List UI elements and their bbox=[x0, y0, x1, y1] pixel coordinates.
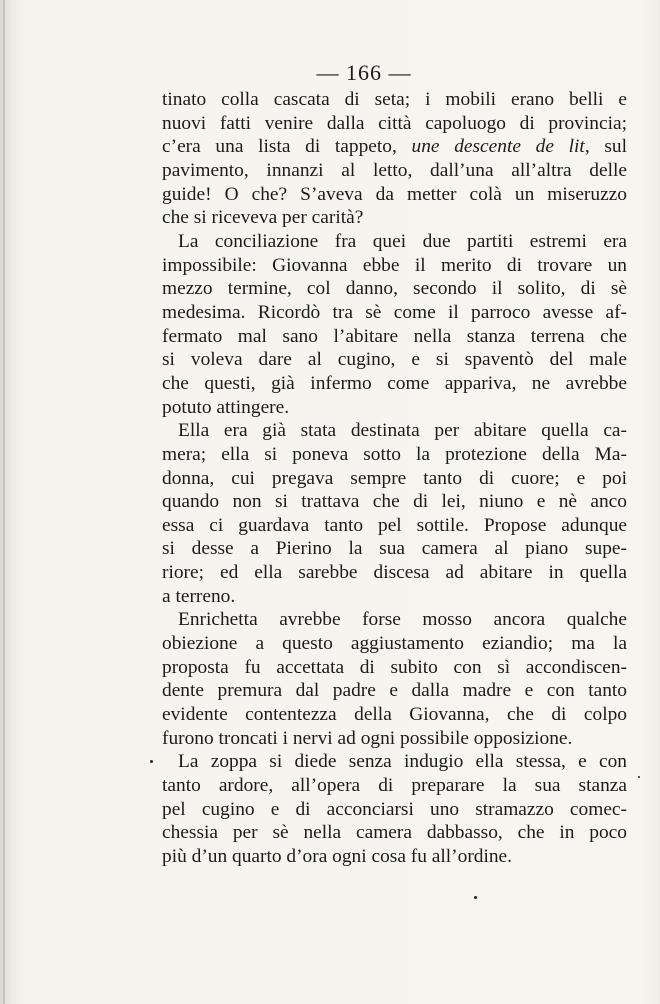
text-line: che si riceveva per carità? bbox=[162, 207, 364, 229]
paragraph bbox=[162, 88, 627, 230]
text-line: potuto attingere. bbox=[162, 396, 290, 418]
text-line: chessia per sè nella camera dabbasso, che in poco bbox=[162, 822, 627, 844]
text-line: evidente contentezza della Giovanna, che di colpo bbox=[162, 704, 627, 726]
text-line: La zoppa si diede senza indugio ella stessa, e con bbox=[178, 751, 627, 773]
italic-phrase: une descente de lit bbox=[411, 136, 585, 158]
text-line: guide! O che? S’aveva da metter colà un miseruzzo bbox=[162, 183, 627, 205]
text-line: obiezione a questo aggiustamento eziandio; ma la bbox=[162, 633, 627, 655]
ink-speck bbox=[638, 776, 640, 778]
text-line: donna, cui pregava sempre tanto di cuore; e poi bbox=[162, 467, 627, 489]
text-segment: , sul bbox=[584, 136, 627, 158]
text-line: dente premura dal padre e dalla madre e con tanto bbox=[162, 680, 627, 702]
text-line: essa ci guardava tanto pel sottile. Propose adunque bbox=[162, 514, 627, 536]
paragraph bbox=[162, 230, 627, 419]
text-line: si desse a Pierino la sua camera al piano supe- bbox=[162, 538, 627, 560]
text-line: pel cugino e di acconciarsi uno stramazzo comec- bbox=[162, 798, 627, 820]
text-line: furono troncati i nervi ad ogni possibile opposizione. bbox=[162, 727, 573, 749]
paragraph bbox=[162, 608, 627, 750]
paragraph bbox=[162, 419, 627, 608]
paragraph bbox=[162, 750, 627, 868]
body-text bbox=[162, 88, 627, 869]
text-line: tinato colla cascata di seta; i mobili erano belli e bbox=[162, 89, 627, 110]
ink-speck bbox=[150, 760, 153, 763]
text-line: medesima. Ricordò tra sè come il parroco avesse af- bbox=[162, 301, 627, 323]
text-line: che questi, già infermo come appariva, ne avrebbe bbox=[162, 372, 627, 394]
text-line-italic bbox=[162, 135, 627, 159]
text-line: più d’un quarto d’ora ogni cosa fu all’ordine. bbox=[162, 846, 513, 867]
text-line: proposta fu accettata di subito con sì accondiscen- bbox=[162, 656, 627, 678]
text-line: mera; ella si poneva sotto la protezione della Ma- bbox=[162, 443, 627, 465]
ink-speck bbox=[474, 896, 477, 899]
text-line: La conciliazione fra quei due partiti estremi era bbox=[178, 230, 627, 252]
text-line: Enrichetta avrebbe forse mosso ancora qualche bbox=[178, 609, 627, 631]
text-line: nuovi fatti venire dalla città capoluogo di provincia; bbox=[162, 112, 627, 134]
text-line: pavimento, innanzi al letto, dall’una all’altra delle bbox=[162, 159, 627, 181]
text-line: si voleva dare al cugino, e si spaventò del male bbox=[162, 349, 627, 371]
text-line: a terreno. bbox=[162, 585, 236, 607]
text-line: riore; ed ella sarebbe discesa ad abitare in quella bbox=[162, 562, 627, 584]
text-line: fermato mal sano l’abitare nella stanza terrena che bbox=[162, 325, 627, 347]
page-number: — 166 — bbox=[316, 60, 412, 85]
text-line: impossibile: Giovanna ebbe il merito di trovare un bbox=[162, 254, 627, 276]
text-line: quando non si trattava che di lei, niuno e nè anco bbox=[162, 491, 627, 513]
binding-gutter bbox=[3, 0, 5, 1004]
text-line: Ella era già stata destinata per abitare quella ca- bbox=[178, 420, 627, 442]
text-line: tanto ardore, all’opera di preparare la sua stanza bbox=[162, 775, 627, 797]
text-segment: c’era una lista di tappeto, bbox=[162, 136, 412, 158]
text-line: mezzo termine, col danno, secondo il solito, di sè bbox=[162, 278, 627, 300]
